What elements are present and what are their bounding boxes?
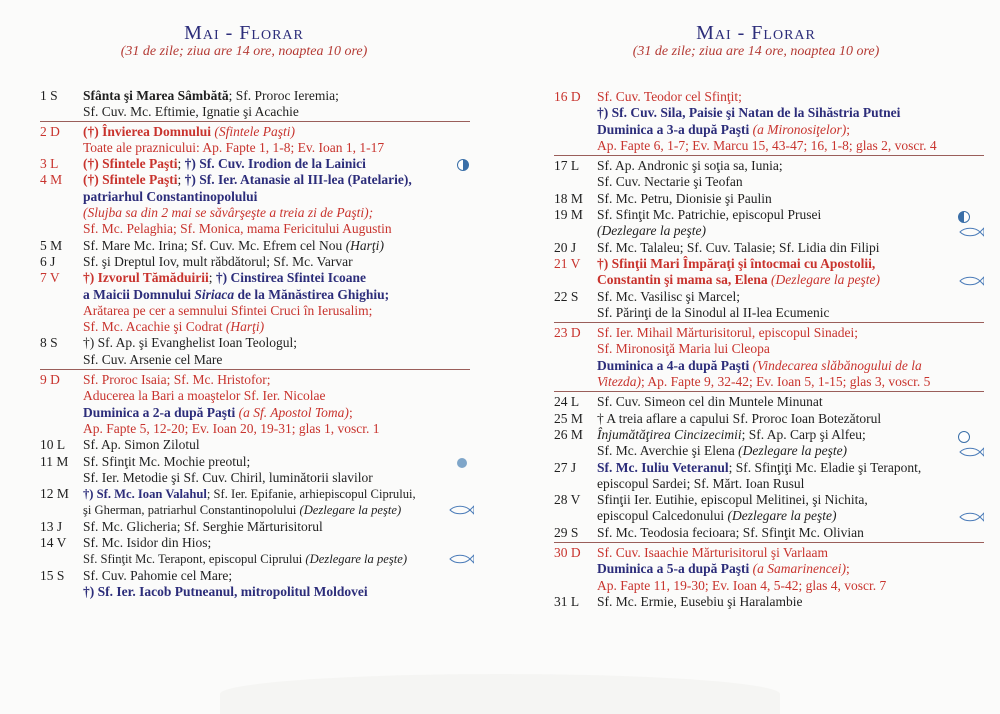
day-entry-14: 14 V Sf. Mc. Isidor din Hios; Sf. Sfinţit Mc. Terapont, episcopul Ciprului (Dezlegare la peşte)	[40, 535, 470, 568]
day-entry-22: 22 S Sf. Mc. Vasilisc şi Marcel; Sf. Părinţi de la Sinodul al II-lea Ecumenic	[554, 289, 984, 324]
day-entry-20: 20 J Sf. Mc. Talaleu; Sf. Cuv. Talasie; Sf. Lidia din Filipi	[554, 239, 880, 255]
moon-phase-icon	[958, 211, 970, 223]
fish-icon	[958, 512, 984, 522]
day-entry-25: 25 M † A treia aflare a capului Sf. Proroc Ioan Botezătorul	[554, 410, 882, 426]
day-entry-6: 6 J Sf. şi Dreptul Iov, mult răbdătorul; Sf. Mc. Varvar	[40, 253, 353, 269]
day-number: 1 S	[40, 88, 58, 103]
day-entry-11: 11 M Sf. Sfinţit Mc. Mochie preotul; Sf. Ier. Metodie şi Sf. Cuv. Chiril, luminătorii slavilor	[40, 454, 470, 487]
day-entry-17: 17 L Sf. Ap. Andronic şi soţia sa, Iunia; Sf. Cuv. Nectarie şi Teofan	[554, 158, 783, 190]
day-entry-30: 30 D Sf. Cuv. Isaachie Mărturisitorul şi Varlaam Duminica a 5-a după Paşti (a Samarinencei); Ap. Fapte 11, 19-30; Ev. Ioan 4, 5-42; glas 4, voscr. 7	[554, 545, 887, 593]
day-entry-1: 1 S Sfânta şi Marea Sâmbătă; Sf. Proroc Ieremia; Sf. Cuv. Mc. Eftimie, Ignatie şi Acachie	[40, 88, 339, 120]
page-title: Mai - Florar	[184, 22, 304, 44]
day-entry-8: 8 S †) Sf. Ap. şi Evanghelist Ioan Teologul; Sf. Cuv. Arsenie cel Mare	[40, 335, 470, 370]
day-entry-13: 13 J Sf. Mc. Glicheria; Sf. Serghie Mărturisitorul	[40, 518, 323, 534]
day-entry-26: 26 M Înjumătăţirea Cincizecimii; Sf. Ap. Carp şi Alfeu; Sf. Mc. Averchie şi Elena (Dezlegare la peşte)	[554, 427, 984, 460]
calendar-entries	[554, 89, 984, 610]
day-entry-2: 2 D (†) Învierea Domnului (Sfintele Paşti) Toate ale praznicului: Ap. Fapte 1, 1-8; Ev. Ioan 1, 1-17	[40, 123, 385, 155]
page-subtitle: (31 de zile; ziua are 14 ore, noaptea 10 ore)	[120, 44, 368, 59]
day-entry-31: 31 L Sf. Mc. Ermie, Eusebiu şi Haralambie	[554, 593, 803, 609]
day-entry-9: 9 D Sf. Proroc Isaia; Sf. Mc. Hristofor; Aducerea la Bari a moaştelor Sf. Ier. Nicolae Duminica a 2-a după Paşti (a Sf. Apostol Toma); Ap. Fapte 5, 12-20; Ev. Ioan 20, 19-31; glas 1, voscr. 1	[40, 372, 380, 436]
day-entry-15: 15 S Sf. Cuv. Pahomie cel Mare; †) Sf. Ier. Iacob Putneanul, mitropolitul Moldovei	[40, 567, 368, 599]
full-moon-icon	[457, 458, 467, 468]
separator	[40, 121, 470, 122]
day-entry-24: 24 L Sf. Cuv. Simeon cel din Muntele Minunat	[554, 394, 823, 410]
fish-icon	[958, 276, 984, 286]
day-entry-3: 3 L (†) Sfintele Paşti; †) Sf. Cuv. Irodion de la Lainici	[40, 156, 470, 172]
day-entry-5: 5 M Sf. Mare Mc. Irina; Sf. Cuv. Mc. Efrem cel Nou (Harţi)	[40, 237, 384, 253]
day-entry-7: 7 V †) Izvorul Tămăduirii; †) Cinstirea Sfintei Icoane a Maicii Domnului Siriaca de la Mănăstirea Ghighiu; Arătarea pe cer a semnului Sfintei Cruci în Ierusalim; Sf. Mc. Acachie şi Codrat (Harţi)	[40, 270, 390, 335]
day-entry-18: 18 M Sf. Mc. Petru, Dionisie şi Paulin	[554, 190, 772, 206]
left-page	[0, 0, 488, 714]
fish-icon	[958, 227, 984, 237]
right-page	[512, 0, 1000, 714]
day-entry-19: 19 M Sf. Sfinţit Mc. Patrichie, episcopul Prusei (Dezlegare la peşte)	[554, 207, 984, 240]
day-entry-4: 4 M (†) Sfintele Paşti; †) Sf. Ier. Atanasie al III-lea (Patelarie), patriarhul Constantinopolului (Slujba sa din 2 mai se săvârşeşte a treia zi de Paşti); Sf. Mc. Pelaghia; Sf. Monica, mama Fericitului Augustin	[40, 172, 412, 237]
day-entry-29: 29 S Sf. Mc. Teodosia fecioara; Sf. Sfinţit Mc. Olivian	[554, 525, 984, 543]
day-entry-28: 28 V Sfinţii Ier. Eutihie, episcopul Melitinei, şi Nichita, episcopul Calcedonului (Dezlegare la peşte)	[554, 492, 984, 525]
page-subtitle: (31 de zile; ziua are 14 ore, noaptea 10 ore)	[632, 44, 880, 59]
day-entry-23: 23 D Sf. Ier. Mihail Mărturisitorul, episcopul Sinadei; Sf. Mironosiţă Maria lui Cleopa Duminica a 4-a după Paşti (Vindecarea slăbănogului de la Vitezda); Ap. Fapte 9, 32-42; Ev. Ioan 5, 1-15; glas 3, voscr. 5	[554, 325, 984, 392]
page-title: Mai - Florar	[696, 22, 816, 44]
moon-phase-icon	[958, 431, 970, 443]
calendar-entries	[40, 88, 470, 600]
fish-icon	[958, 447, 984, 457]
day-entry-16: 16 D Sf. Cuv. Teodor cel Sfinţit; †) Sf. Cuv. Sila, Paisie şi Natan de la Sihăstria Putnei Duminica a 3-a după Paşti (a Mironosiţelor); Ap. Fapte 6, 1-7; Ev. Marcu 15, 43-47; 16, 1-8; glas 2, voscr. 4	[554, 89, 984, 156]
day-entry-12: 12 M †) Sf. Mc. Ioan Valahul; Sf. Ier. Epifanie, arhiepiscopul Ciprului, şi Gherman, patriarhul Constantinopolului (Dezlegare la peşte)	[40, 486, 470, 519]
day-entry-21: 21 V †) Sfinţii Mari Împăraţi şi întocmai cu Apostolii, Constantin şi mama sa, Elena (Dezlegare la peşte)	[554, 256, 984, 289]
day-entry-10: 10 L Sf. Ap. Simon Zilotul	[40, 437, 200, 453]
fish-icon	[448, 554, 474, 564]
day-entry-27: 27 J Sf. Mc. Iuliu Veteranul; Sf. Sfinţiţi Mc. Eladie şi Terapont, episcopul Sardei; Sf. Mărt. Ioan Rusul	[554, 459, 922, 491]
fish-icon	[448, 505, 474, 515]
